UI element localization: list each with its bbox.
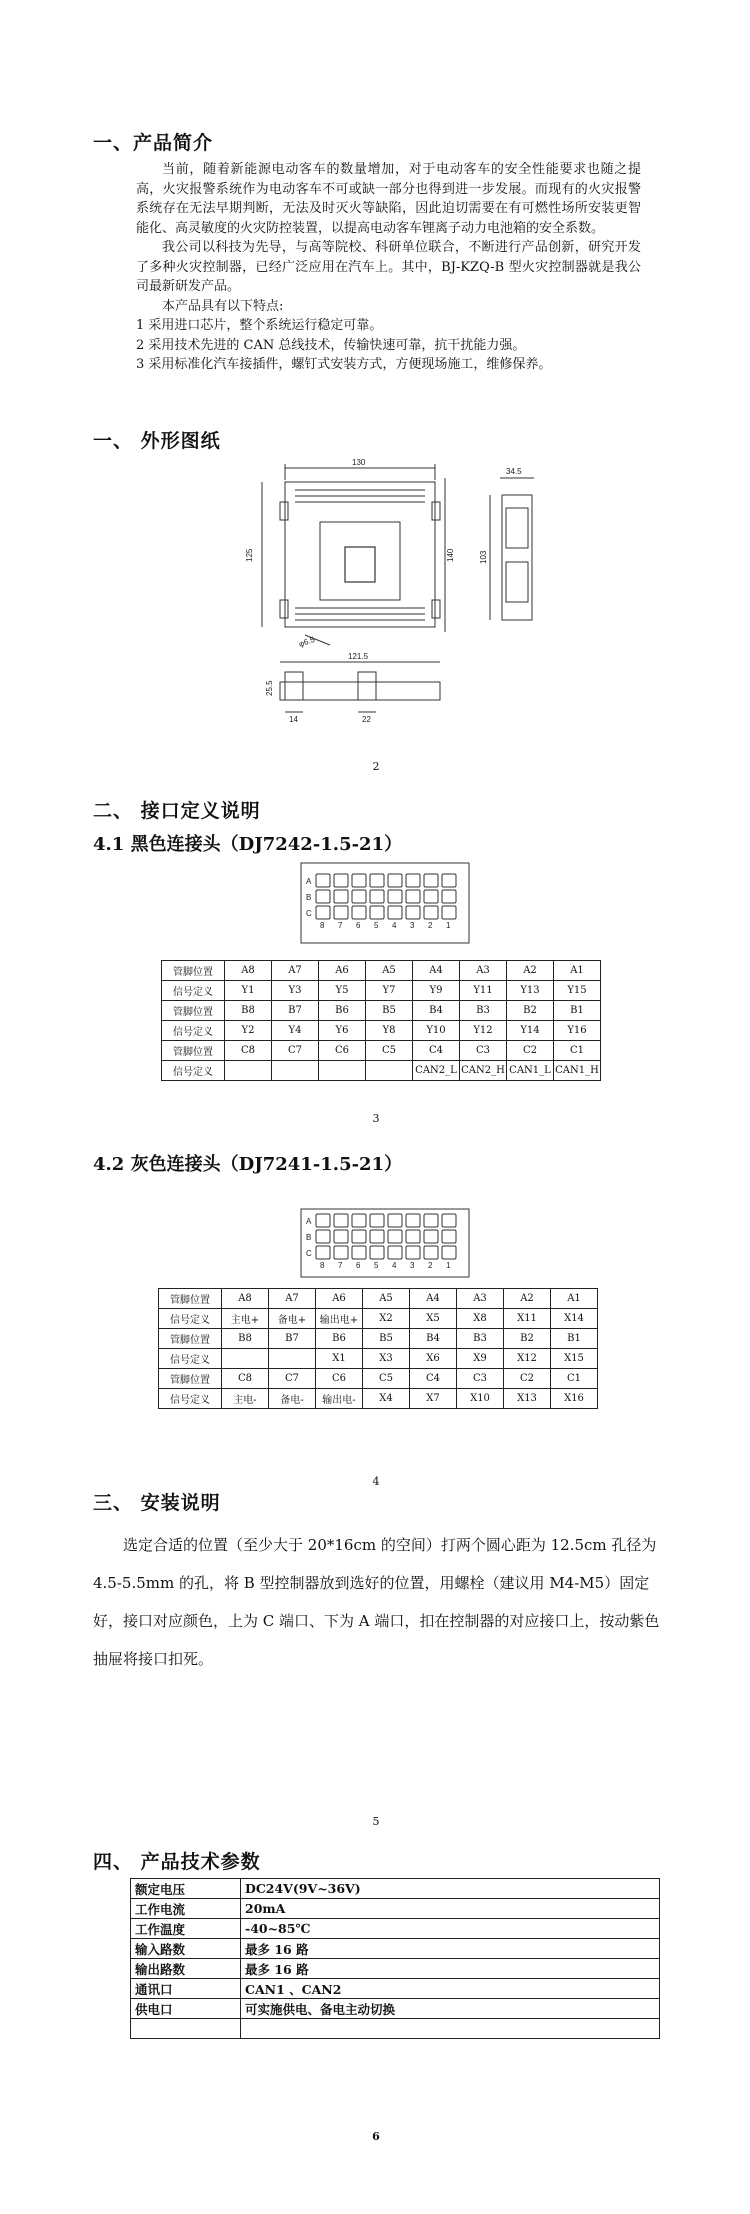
table-cell: Y10 (413, 1021, 460, 1041)
table-cell: B2 (507, 1001, 554, 1021)
connector-row-label: C (306, 909, 312, 918)
intro-paragraph-3: 本产品具有以下特点: (162, 298, 284, 314)
table-cell: A4 (410, 1289, 457, 1309)
table-cell: A2 (504, 1289, 551, 1309)
dim-side-height: 103 (479, 550, 488, 564)
connector-pin (388, 1230, 402, 1243)
outline-drawing (240, 450, 560, 725)
table-cell: A3 (457, 1289, 504, 1309)
table-cell: Y14 (507, 1021, 554, 1041)
table-cell: A4 (413, 961, 460, 981)
connector-pin (334, 1230, 348, 1243)
spec-row (131, 1899, 660, 1919)
dim-bottom-height: 25.5 (265, 680, 274, 696)
row-header-cell: 信号定义 (162, 981, 225, 1001)
table-cell: B2 (504, 1329, 551, 1349)
table-cell: B5 (366, 1001, 413, 1021)
table-cell: C5 (363, 1369, 410, 1389)
table-cell: X3 (363, 1349, 410, 1369)
connector-col-label: 1 (446, 921, 451, 930)
spec-label: 输出路数 (131, 1959, 241, 1979)
table-cell: Y15 (554, 981, 601, 1001)
table-cell: C1 (551, 1369, 598, 1389)
table-cell: C8 (225, 1041, 272, 1061)
connector-pin (370, 874, 384, 887)
install-text (93, 1526, 668, 1678)
connector-col-label: 4 (392, 1261, 397, 1270)
connector-pin (316, 890, 330, 903)
row-header-cell: 管脚位置 (159, 1369, 222, 1389)
row-header-cell: 管脚位置 (162, 1041, 225, 1061)
table-cell: A7 (269, 1289, 316, 1309)
connector-pin (442, 890, 456, 903)
connector-pin (370, 890, 384, 903)
connector-pin (370, 1214, 384, 1227)
connector-pin (334, 1214, 348, 1227)
spec-row (131, 1939, 660, 1959)
dim-right-height: 140 (446, 548, 455, 562)
table-cell: X11 (504, 1309, 551, 1329)
table-cell: X9 (457, 1349, 504, 1369)
table-cell (319, 1061, 366, 1081)
table-cell: A1 (554, 961, 601, 981)
connector-pin (352, 1246, 366, 1259)
table-cell: X15 (551, 1349, 598, 1369)
table-cell: Y9 (413, 981, 460, 1001)
spec-value: 最多 16 路 (241, 1939, 660, 1959)
row-header-cell: 信号定义 (159, 1349, 222, 1369)
table-cell: B7 (269, 1329, 316, 1349)
table-cell (366, 1061, 413, 1081)
table-cell: B3 (460, 1001, 507, 1021)
feature-item: 1 采用进口芯片，整个系统运行稳定可靠。 (136, 318, 383, 333)
section-title-interface: 二、 接口定义说明 (93, 800, 261, 822)
connector-col-label: 6 (356, 921, 361, 930)
connector-col-label: 5 (374, 921, 379, 930)
page-number: 3 (372, 1112, 380, 1125)
spec-row (131, 1919, 660, 1939)
connector-pin (442, 1214, 456, 1227)
connector-pin (406, 906, 420, 919)
connector-pin (442, 1246, 456, 1259)
table-cell: Y1 (225, 981, 272, 1001)
table-cell: X16 (551, 1389, 598, 1409)
connector-col-label: 5 (374, 1261, 379, 1270)
connector-row-label: C (306, 1249, 312, 1258)
connector-col-label: 3 (410, 921, 415, 930)
table-row (159, 1289, 598, 1309)
table-cell: A5 (366, 961, 413, 981)
table-cell: 主电+ (222, 1309, 269, 1329)
connector-pin (352, 1214, 366, 1227)
dim-left-height: 125 (245, 548, 254, 562)
spec-label (131, 2019, 241, 2039)
connector-pin (334, 874, 348, 887)
spec-value (241, 2019, 660, 2039)
table-cell: CAN2_H (460, 1061, 507, 1081)
connector-pin (406, 1246, 420, 1259)
table-row (162, 1061, 601, 1081)
table-row (162, 961, 601, 981)
connector-col-label: 6 (356, 1261, 361, 1270)
connector-pin (388, 890, 402, 903)
table-cell: A2 (507, 961, 554, 981)
table-cell (225, 1061, 272, 1081)
table-cell: B3 (457, 1329, 504, 1349)
table-cell: X10 (457, 1389, 504, 1409)
dim-hole: φ6.5 (297, 634, 317, 649)
table-cell: A1 (551, 1289, 598, 1309)
connector-col-label: 2 (428, 1261, 433, 1270)
table-row (159, 1349, 598, 1369)
connector-row-label: A (306, 877, 312, 886)
table-row (159, 1329, 598, 1349)
page-number: 6 (372, 2130, 380, 2143)
connector-pin (370, 1230, 384, 1243)
connector-pin (406, 874, 420, 887)
table-cell: Y12 (460, 1021, 507, 1041)
row-header-cell: 管脚位置 (159, 1289, 222, 1309)
connector-pin (316, 874, 330, 887)
dim-bottom-b: 22 (362, 715, 371, 724)
spec-row (131, 1879, 660, 1899)
intro-paragraph-2: 我公司以科技为先导，与高等院校、科研单位联合，不断进行产品创新，研究开发了多种火灾控制器，已经广泛应用在汽车上。其中，BJ-KZQ-B 型火灾控制器就是我公司最新研发产品。 (136, 240, 641, 294)
row-header-cell: 管脚位置 (162, 1001, 225, 1021)
spec-label: 输入路数 (131, 1939, 241, 1959)
table-cell: 主电- (222, 1389, 269, 1409)
connector-pin (388, 1214, 402, 1227)
connector-pin (406, 890, 420, 903)
table-cell: X2 (363, 1309, 410, 1329)
connector-pin (424, 890, 438, 903)
spec-row (131, 1959, 660, 1979)
connector-pin (334, 890, 348, 903)
page-number: 5 (372, 1815, 380, 1828)
connector-pin (370, 906, 384, 919)
spec-value: DC24V(9V~36V) (241, 1879, 660, 1899)
connector-pin (406, 1230, 420, 1243)
table-cell: C3 (460, 1041, 507, 1061)
connector-row-label: B (306, 1233, 312, 1242)
spec-label: 工作电流 (131, 1899, 241, 1919)
connector-col-label: 4 (392, 921, 397, 930)
table-row (162, 1021, 601, 1041)
table-cell: C7 (269, 1369, 316, 1389)
connector-pin (352, 874, 366, 887)
connector-pin (424, 906, 438, 919)
connector-pin (370, 1246, 384, 1259)
table-cell: C8 (222, 1369, 269, 1389)
table-cell: B1 (551, 1329, 598, 1349)
section-title-intro: 一、产品简介 (93, 132, 214, 154)
table-cell: B4 (410, 1329, 457, 1349)
spec-value: 最多 16 路 (241, 1959, 660, 1979)
table-cell: C6 (316, 1369, 363, 1389)
spec-table (130, 1878, 660, 2039)
table-cell: Y11 (460, 981, 507, 1001)
table-cell: C6 (319, 1041, 366, 1061)
table-row (159, 1309, 598, 1329)
table-cell: 输出电- (316, 1389, 363, 1409)
feature-item: 3 采用标准化汽车接插件，螺钉式安装方式，方便现场施工，维修保养。 (136, 357, 552, 372)
intro-paragraph-1: 当前，随着新能源电动客车的数量增加，对于电动客车的安全性能要求也随之提高，火灾报警系统作为电动客车不可或缺一部分也得到进一步发展。而现有的火灾报警系统存在无法早期判断，无法及时灭火等缺陷，因此迫切需要在有可燃性场所安装更智能化、高灵敏度的火灾防控装置，以提高电动客车锂离子动力电池箱的安全系数。 (136, 162, 641, 236)
table-cell: 输出电+ (316, 1309, 363, 1329)
intro-text (136, 160, 641, 375)
section-title-install: 三、 安装说明 (93, 1492, 221, 1514)
table-cell: C2 (507, 1041, 554, 1061)
front-view-body (285, 482, 435, 627)
dim-top-width: 130 (352, 458, 366, 467)
table-cell: Y4 (272, 1021, 319, 1041)
black-connector-table (161, 960, 601, 1081)
connector-pin (424, 874, 438, 887)
spec-label: 工作温度 (131, 1919, 241, 1939)
feature-item: 2 采用技术先进的 CAN 总线技术，传输快速可靠，抗干扰能力强。 (136, 337, 526, 353)
spec-row (131, 1999, 660, 2019)
connector-pin (424, 1246, 438, 1259)
connector-pin (352, 1230, 366, 1243)
connector-row-label: A (306, 1217, 312, 1226)
table-cell: Y7 (366, 981, 413, 1001)
connector-pin (388, 874, 402, 887)
table-cell: B8 (222, 1329, 269, 1349)
bottom-view-body (280, 682, 440, 700)
connector-pin (316, 1214, 330, 1227)
connector-col-label: 8 (320, 921, 325, 930)
table-cell: B1 (554, 1001, 601, 1021)
table-cell: B5 (363, 1329, 410, 1349)
table-row (159, 1369, 598, 1389)
connector-pin (352, 890, 366, 903)
table-cell: C7 (272, 1041, 319, 1061)
grey-connector-table (158, 1288, 598, 1409)
table-cell: Y13 (507, 981, 554, 1001)
table-cell: Y3 (272, 981, 319, 1001)
table-cell: B4 (413, 1001, 460, 1021)
connector-pin (424, 1214, 438, 1227)
connector-pin (334, 1246, 348, 1259)
connector-pin (388, 1246, 402, 1259)
table-cell: B8 (225, 1001, 272, 1021)
table-cell: A6 (319, 961, 366, 981)
table-cell: A5 (363, 1289, 410, 1309)
black-connector-diagram (300, 862, 470, 944)
table-cell: X12 (504, 1349, 551, 1369)
table-cell: C1 (554, 1041, 601, 1061)
table-cell: Y8 (366, 1021, 413, 1041)
section-title-specs: 四、 产品技术参数 (93, 1851, 261, 1873)
front-view-panel (320, 522, 400, 600)
connector-pin (316, 906, 330, 919)
row-header-cell: 信号定义 (162, 1061, 225, 1081)
table-cell: B6 (316, 1329, 363, 1349)
connector-pin (388, 906, 402, 919)
table-row (162, 1001, 601, 1021)
spec-value: 20mA (241, 1899, 660, 1919)
table-cell: X6 (410, 1349, 457, 1369)
table-cell: X7 (410, 1389, 457, 1409)
connector-pin (334, 906, 348, 919)
connector-pin (424, 1230, 438, 1243)
subsection-black-connector: 4.1 黑色连接头（DJ7242-1.5-21） (93, 834, 403, 855)
row-header-cell: 信号定义 (159, 1309, 222, 1329)
table-cell: 备电- (269, 1389, 316, 1409)
table-cell: A8 (222, 1289, 269, 1309)
page-number: 2 (372, 760, 380, 773)
row-header-cell: 管脚位置 (159, 1329, 222, 1349)
dim-side-width: 34.5 (506, 467, 522, 476)
connector-pin (316, 1246, 330, 1259)
table-cell: A6 (316, 1289, 363, 1309)
spec-label: 供电口 (131, 1999, 241, 2019)
connector-col-label: 3 (410, 1261, 415, 1270)
connector-col-label: 7 (338, 1261, 343, 1270)
table-cell: Y5 (319, 981, 366, 1001)
table-cell: CAN2_L (413, 1061, 460, 1081)
spec-value: 可实施供电、备电主动切换 (241, 1999, 660, 2019)
table-cell: C4 (413, 1041, 460, 1061)
table-cell: Y6 (319, 1021, 366, 1041)
table-cell: C5 (366, 1041, 413, 1061)
table-cell: Y2 (225, 1021, 272, 1041)
table-cell: X13 (504, 1389, 551, 1409)
spec-label: 额定电压 (131, 1879, 241, 1899)
page-number: 4 (372, 1475, 380, 1488)
table-cell: CAN1_H (554, 1061, 601, 1081)
section-title-outline: 一、 外形图纸 (93, 430, 221, 452)
connector-col-label: 7 (338, 921, 343, 930)
table-row (162, 1041, 601, 1061)
spec-value: CAN1 、CAN2 (241, 1979, 660, 1999)
row-header-cell: 信号定义 (159, 1389, 222, 1409)
spec-row (131, 2019, 660, 2039)
connector-pin (316, 1230, 330, 1243)
connector-pin (352, 906, 366, 919)
table-cell: B7 (272, 1001, 319, 1021)
table-cell: B6 (319, 1001, 366, 1021)
connector-col-label: 8 (320, 1261, 325, 1270)
table-row (162, 981, 601, 1001)
table-cell: Y16 (554, 1021, 601, 1041)
connector-row-label: B (306, 893, 312, 902)
dim-bottom-width: 121.5 (348, 652, 369, 661)
subsection-grey-connector: 4.2 灰色连接头（DJ7241-1.5-21） (93, 1154, 403, 1175)
table-cell: C4 (410, 1369, 457, 1389)
table-cell (222, 1349, 269, 1369)
spec-row (131, 1979, 660, 1999)
table-cell (269, 1349, 316, 1369)
table-cell: X14 (551, 1309, 598, 1329)
connector-pin (442, 874, 456, 887)
table-cell: C3 (457, 1369, 504, 1389)
table-cell (272, 1061, 319, 1081)
row-header-cell: 信号定义 (162, 1021, 225, 1041)
table-cell: 备电+ (269, 1309, 316, 1329)
dim-bottom-a: 14 (289, 715, 298, 724)
connector-col-label: 1 (446, 1261, 451, 1270)
table-cell: CAN1_L (507, 1061, 554, 1081)
table-cell: A3 (460, 961, 507, 981)
table-cell: A8 (225, 961, 272, 981)
connector-pin (442, 906, 456, 919)
table-cell: X8 (457, 1309, 504, 1329)
table-row (159, 1389, 598, 1409)
spec-label: 通讯口 (131, 1979, 241, 1999)
table-cell: X5 (410, 1309, 457, 1329)
install-paragraph: 选定合适的位置（至少大于 20*16cm 的空间）打两个圆心距为 12.5cm 孔径为 4.5-5.5mm 的孔，将 B 型控制器放到选好的位置，用螺栓（建议用 M4-M5）固定好，接口对应颜色，上为 C 端口、下为 A 端口，扣在控制器的对应接口上，按动紫色抽屉将接口扣死。 (93, 1536, 660, 1668)
connector-col-label: 2 (428, 921, 433, 930)
grey-connector-diagram (300, 1208, 470, 1278)
table-cell: A7 (272, 961, 319, 981)
spec-value: -40~85℃ (241, 1919, 660, 1939)
row-header-cell: 管脚位置 (162, 961, 225, 981)
table-cell: X4 (363, 1389, 410, 1409)
table-cell: C2 (504, 1369, 551, 1389)
connector-pin (406, 1214, 420, 1227)
table-cell: X1 (316, 1349, 363, 1369)
connector-pin (442, 1230, 456, 1243)
